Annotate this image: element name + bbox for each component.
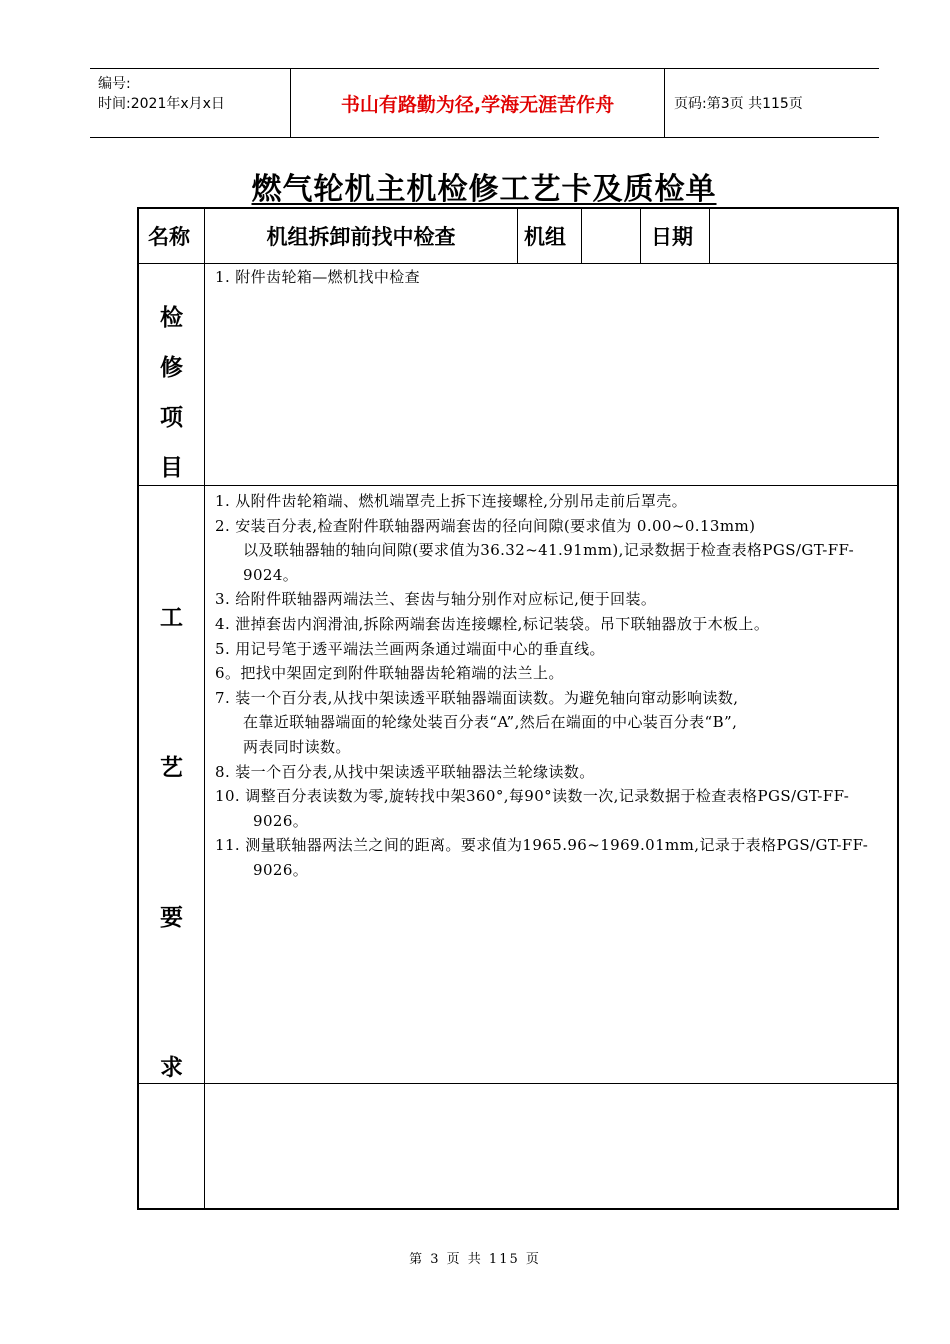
inspection-item-line: 1. 附件齿轮箱—燃机找中检查: [215, 268, 421, 286]
date-label: 日期: [651, 225, 693, 249]
requirement-line: 7. 装一个百分表,从找中架读透平联轴器端面读数。为避免轴向窜动影响读数,: [215, 688, 739, 707]
row-divider: [139, 485, 897, 486]
label-char: 工: [160, 605, 183, 631]
label-char: 检: [160, 305, 183, 331]
time-label: 时间:2021年x月x日: [98, 96, 225, 112]
process-requirements-content: [215, 489, 891, 883]
name-value: 机组拆卸前找中检查: [266, 225, 456, 249]
requirement-line: 11. 测量联轴器两法兰之间的距离。要求值为1965.96~1969.01mm,记录于表格PGS/GT-FF-9026。: [215, 836, 869, 879]
name-label: 名称: [148, 225, 190, 249]
requirement-line: 4. 泄掉套齿内润滑油,拆除两端套齿连接螺栓,标记装袋。吊下联轴器放于木板上。: [215, 614, 770, 633]
bottom-row-label: [139, 1084, 204, 1210]
date-value: [710, 209, 897, 263]
requirement-line: 在靠近联轴器端面的轮缘处装百分表“A”,然后在端面的中心装百分表“B”,: [243, 713, 738, 732]
requirement-line: 8. 装一个百分表,从找中架读透平联轴器法兰轮缘读数。: [215, 762, 595, 781]
requirement-line: 5. 用记号笔于透平端法兰画两条通过端面中心的垂直线。: [215, 639, 605, 658]
unit-label: 机组: [524, 225, 566, 249]
column-divider: [517, 209, 518, 263]
inspection-items-label: [139, 299, 204, 499]
label-char: 项: [160, 405, 183, 431]
number-label: 编号:: [98, 76, 131, 92]
header-meta: [90, 69, 290, 137]
bottom-row-value: [205, 1084, 897, 1210]
page-title: 燃气轮机主机检修工艺卡及质检单: [251, 172, 717, 207]
requirement-line: 以及联轴器轴的轴向间隙(要求值为36.32~41.91mm),记录数据于检查表格PGS/GT-FF-9024。: [243, 541, 855, 584]
page-footer: 第 3 页 共 115 页: [409, 1252, 541, 1267]
column-divider: [640, 209, 641, 263]
requirement-line: 6。把找中架固定到附件联轴器齿轮箱端的法兰上。: [215, 664, 564, 683]
label-char: 艺: [160, 755, 183, 781]
label-char: 要: [160, 905, 183, 931]
column-divider: [204, 209, 205, 1210]
process-requirements-label: [139, 599, 204, 1089]
inspection-items-content: [215, 265, 891, 290]
header-motto: 书山有路勤为径,学海无涯苦作舟: [290, 69, 665, 137]
requirement-line: 2. 安装百分表,检查附件联轴器两端套齿的径向间隙(要求值为 0.00~0.13mm): [215, 516, 756, 535]
label-char: 修: [160, 355, 183, 381]
requirement-line: 1. 从附件齿轮箱端、燃机端罩壳上拆下连接螺栓,分别吊走前后罩壳。: [215, 492, 688, 510]
requirement-line: 3. 给附件联轴器两端法兰、套齿与轴分别作对应标记,便于回装。: [215, 590, 657, 609]
unit-value: [582, 209, 640, 263]
label-char: 目: [160, 455, 183, 481]
process-card-table: [137, 207, 899, 1210]
requirement-line: 两表同时读数。: [243, 737, 351, 756]
label-char: 求: [160, 1055, 183, 1081]
header-page-info: 页码:第3页 共115页: [674, 96, 803, 112]
row-divider: [139, 263, 897, 264]
page-header: [90, 68, 879, 138]
requirement-line: 10. 调整百分表读数为零,旋转找中架360°,每90°读数一次,记录数据于检查表格PGS/GT-FF-9026。: [215, 787, 850, 830]
